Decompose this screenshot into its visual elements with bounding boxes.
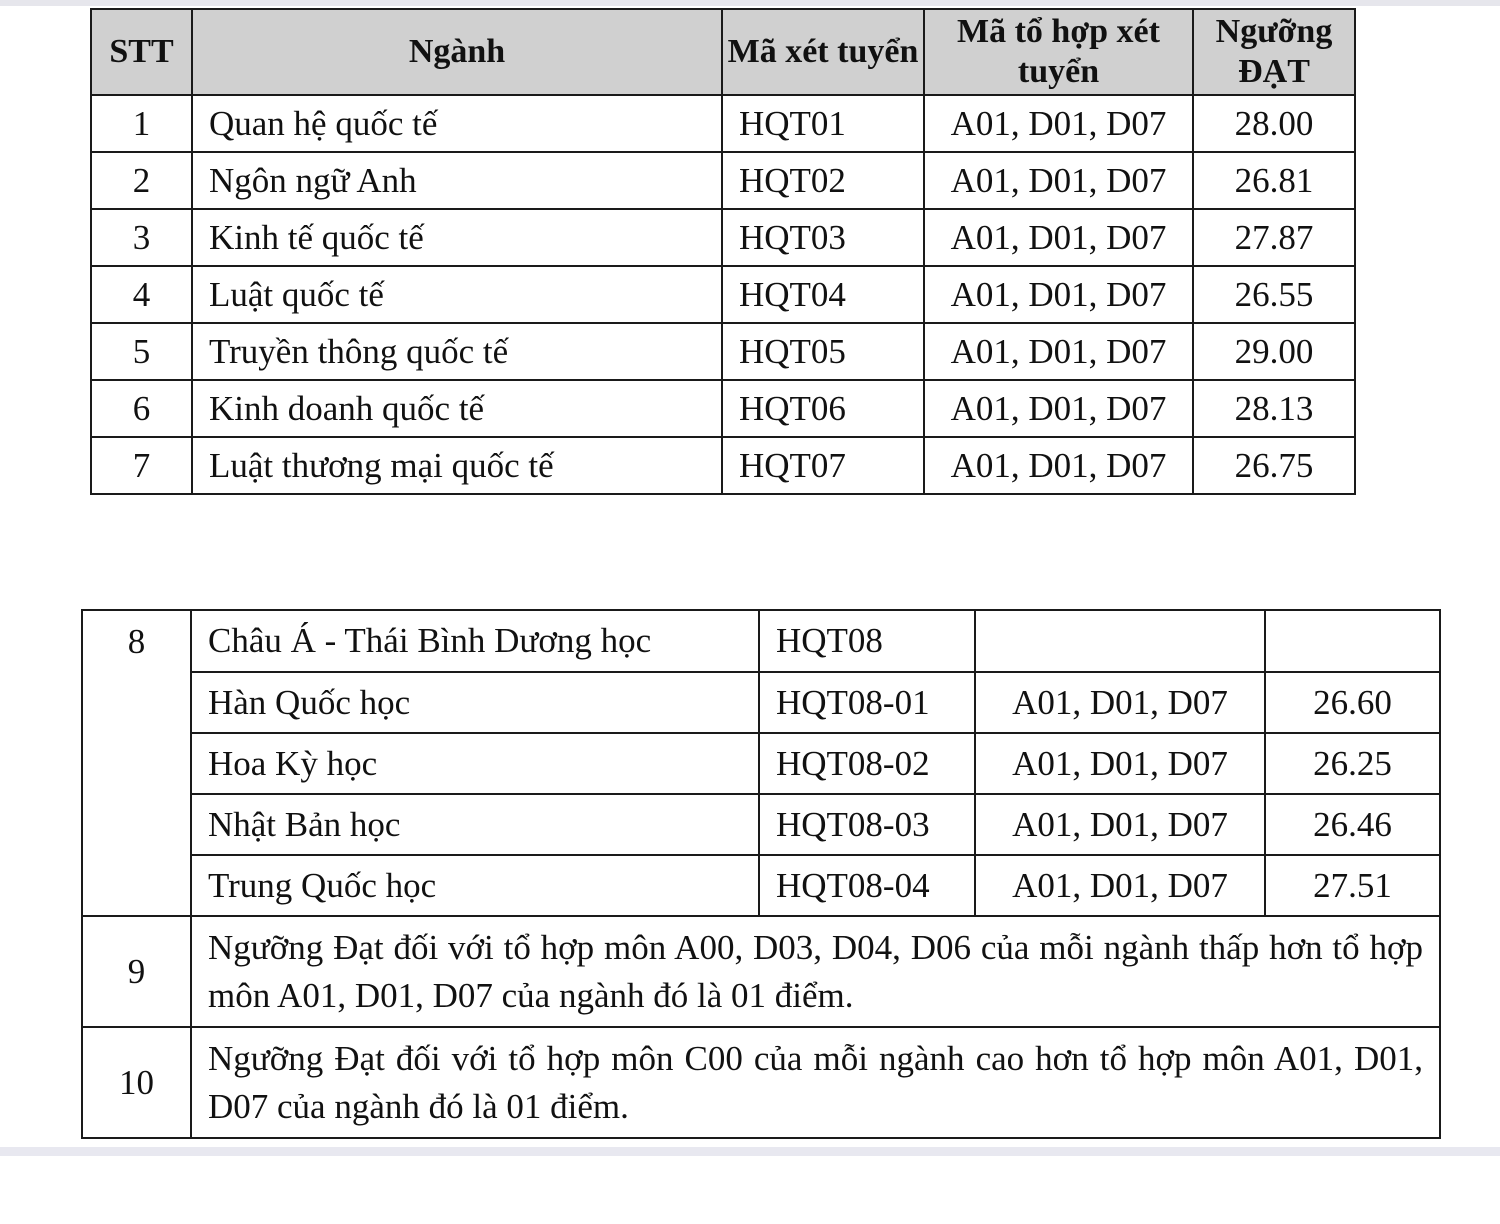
cell-nganh: Luật thương mại quốc tế xyxy=(192,437,722,494)
cell-to-hop: A01, D01, D07 xyxy=(924,323,1193,380)
cell-to-hop: A01, D01, D07 xyxy=(924,380,1193,437)
cell-nganh: Truyền thông quốc tế xyxy=(192,323,722,380)
cell-nganh: Quan hệ quốc tế xyxy=(192,95,722,152)
cell-ma: HQT07 xyxy=(722,437,924,494)
cell-nguong xyxy=(1265,610,1440,672)
header-ma-xet-tuyen: Mã xét tuyển xyxy=(722,9,924,95)
table-row xyxy=(91,380,1355,437)
header-ma-to-hop: Mã tổ hợp xét tuyển xyxy=(924,9,1193,95)
cell-to-hop: A01, D01, D07 xyxy=(924,437,1193,494)
cell-ma: HQT03 xyxy=(722,209,924,266)
cell-ma: HQT08-03 xyxy=(759,794,975,855)
header-stt: STT xyxy=(91,9,192,95)
cell-to-hop: A01, D01, D07 xyxy=(975,855,1265,916)
cell-ma: HQT02 xyxy=(722,152,924,209)
cell-nganh: Ngôn ngữ Anh xyxy=(192,152,722,209)
cell-to-hop: A01, D01, D07 xyxy=(975,672,1265,733)
cell-ma: HQT08-04 xyxy=(759,855,975,916)
cell-to-hop: A01, D01, D07 xyxy=(924,209,1193,266)
cell-stt: 8 xyxy=(82,610,191,672)
cell-nguong: 29.00 xyxy=(1193,323,1355,380)
table-row xyxy=(91,95,1355,152)
table-row xyxy=(91,323,1355,380)
table-row xyxy=(82,916,1440,1027)
cell-ma: HQT04 xyxy=(722,266,924,323)
cell-nganh: Châu Á - Thái Bình Dương học xyxy=(191,610,759,672)
table-row xyxy=(82,794,1440,855)
cell-nganh: Kinh tế quốc tế xyxy=(192,209,722,266)
cell-stt: 3 xyxy=(91,209,192,266)
cell-nganh: Kinh doanh quốc tế xyxy=(192,380,722,437)
table-row xyxy=(91,437,1355,494)
table-header-row xyxy=(91,9,1355,95)
admission-threshold-table-continued xyxy=(81,609,1441,1139)
cell-nguong: 26.75 xyxy=(1193,437,1355,494)
cell-to-hop: A01, D01, D07 xyxy=(975,794,1265,855)
cell-stt: 10 xyxy=(82,1027,191,1138)
table-row xyxy=(91,209,1355,266)
cell-to-hop: A01, D01, D07 xyxy=(975,733,1265,794)
cell-nganh: Luật quốc tế xyxy=(192,266,722,323)
cell-nguong: 28.13 xyxy=(1193,380,1355,437)
cell-note: Ngưỡng Đạt đối với tổ hợp môn C00 của mỗi ngành cao hơn tổ hợp môn A01, D01, D07 của ngành đó là 01 điểm. xyxy=(191,1027,1440,1138)
table-row xyxy=(82,1027,1440,1138)
cell-ma: HQT01 xyxy=(722,95,924,152)
cell-to-hop: A01, D01, D07 xyxy=(924,95,1193,152)
header-nguong-dat: Ngưỡng ĐẠT xyxy=(1193,9,1355,95)
table-row xyxy=(91,266,1355,323)
table-row xyxy=(82,855,1440,916)
cell-stt: 2 xyxy=(91,152,192,209)
page-bottom-bar xyxy=(0,1147,1500,1156)
cell-to-hop: A01, D01, D07 xyxy=(924,266,1193,323)
table-row xyxy=(82,610,1440,672)
header-nganh: Ngành xyxy=(192,9,722,95)
cell-ma: HQT08 xyxy=(759,610,975,672)
cell-nguong: 26.55 xyxy=(1193,266,1355,323)
cell-nguong: 26.81 xyxy=(1193,152,1355,209)
cell-nguong: 27.51 xyxy=(1265,855,1440,916)
cell-to-hop xyxy=(975,610,1265,672)
table-row xyxy=(91,152,1355,209)
cell-note: Ngưỡng Đạt đối với tổ hợp môn A00, D03, D04, D06 của mỗi ngành thấp hơn tổ hợp môn A01, D01, D07 của ngành đó là 01 điểm. xyxy=(191,916,1440,1027)
cell-nguong: 26.46 xyxy=(1265,794,1440,855)
cell-nguong: 27.87 xyxy=(1193,209,1355,266)
cell-nganh: Hàn Quốc học xyxy=(191,672,759,733)
cell-stt: 9 xyxy=(82,916,191,1027)
cell-stt: 5 xyxy=(91,323,192,380)
cell-nguong: 26.60 xyxy=(1265,672,1440,733)
cell-ma: HQT05 xyxy=(722,323,924,380)
table-row xyxy=(82,672,1440,733)
cell-stt: 1 xyxy=(91,95,192,152)
cell-stt: 6 xyxy=(91,380,192,437)
cell-nganh: Trung Quốc học xyxy=(191,855,759,916)
cell-stt: 7 xyxy=(91,437,192,494)
cell-stt-empty xyxy=(82,672,191,916)
cell-nganh: Hoa Kỳ học xyxy=(191,733,759,794)
table-row xyxy=(82,733,1440,794)
cell-to-hop: A01, D01, D07 xyxy=(924,152,1193,209)
cell-ma: HQT06 xyxy=(722,380,924,437)
cell-stt: 4 xyxy=(91,266,192,323)
cell-ma: HQT08-02 xyxy=(759,733,975,794)
cell-nguong: 26.25 xyxy=(1265,733,1440,794)
cell-nguong: 28.00 xyxy=(1193,95,1355,152)
admission-threshold-table xyxy=(90,8,1356,495)
top-edge-bar xyxy=(0,0,1500,6)
cell-ma: HQT08-01 xyxy=(759,672,975,733)
cell-nganh: Nhật Bản học xyxy=(191,794,759,855)
